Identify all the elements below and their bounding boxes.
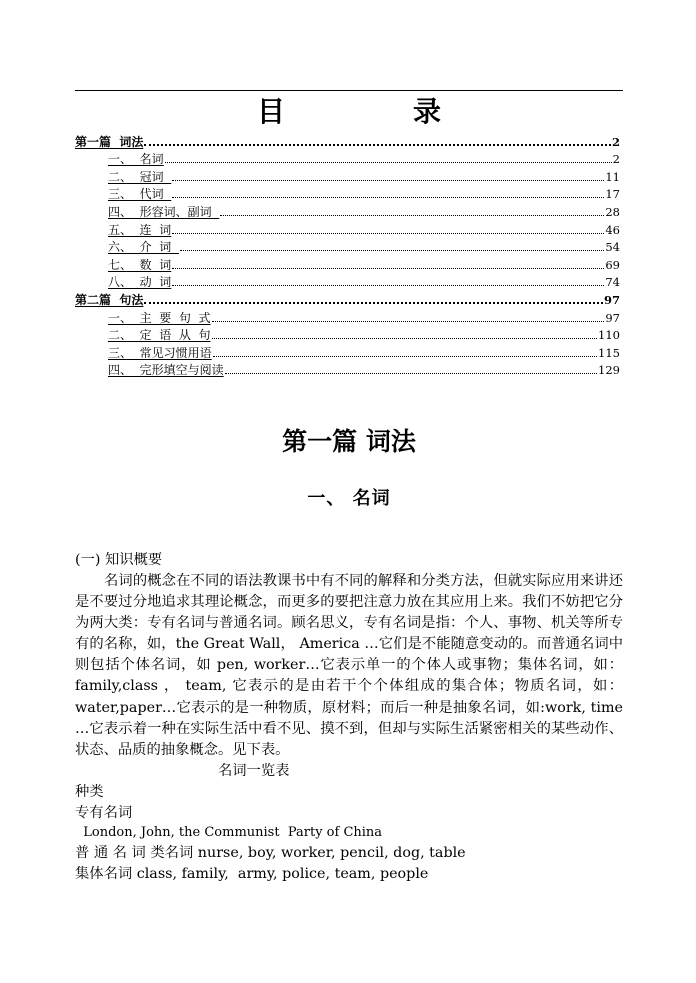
toc-entry[interactable] xyxy=(75,167,620,185)
toc-title: 目 录 xyxy=(256,95,491,128)
toc-entry-page: 54 xyxy=(605,240,620,255)
toc-leader-dots xyxy=(212,321,605,322)
toc-entry-label: 四、 完形填空与阅读 xyxy=(108,363,224,378)
table-line: 集体名词 class, family, army, police, team, people xyxy=(75,866,429,882)
intro-paragraph: 名词的概念在不同的语法教课书中有不同的解释和分类方法，但就实际应用来讲还是不要过分地追求其理论概念，而更多的要把注意力放在其应用上来。我们不妨把它分为两大类：专有名词与普通名词。顾名思义，专有名词是指：个人、事物、机关等所专有的名称，如，the Great Wall， America …它们是不能随意变动的。而普通名词中则包括个体名词，如 pen, worker…它表示单一的个体人或事物；集体名词，如：family,class ， team, 它表示的是由若干个个体组成的集合体；物质名词，如：water,paper…它表示的是一种物质，原材料；而后一种是抽象名词，如:work, time …它表示着一种在实际生活中看不见、摸不到，但却与实际生活紧密相关的某些动作、状态、品质的抽象概念。见下表。 xyxy=(75,573,623,758)
toc-entry-label: 七、 数 词 xyxy=(108,257,172,272)
toc-entry[interactable] xyxy=(75,150,620,168)
table-line: London, John, the Communist Party of China xyxy=(75,825,383,840)
toc-entry[interactable] xyxy=(75,290,620,308)
toc-leader-dots xyxy=(172,268,604,269)
toc-entry-page: 2 xyxy=(612,152,620,167)
toc-entry[interactable] xyxy=(75,220,620,238)
toc-leader-dots xyxy=(213,356,597,357)
toc-entry-page: 97 xyxy=(605,310,620,325)
toc-entry-label: 二、 冠词 xyxy=(108,169,172,184)
toc-entry-page: 115 xyxy=(598,345,620,360)
table-of-contents xyxy=(75,132,620,378)
toc-entry[interactable] xyxy=(75,273,620,291)
toc-leader-dots xyxy=(172,285,604,286)
toc-entry-page: 110 xyxy=(598,328,620,343)
toc-entry-label: 五、 连 词 xyxy=(108,222,172,237)
toc-entry-label: 三、 常见习惯用语 xyxy=(108,345,212,360)
toc-entry[interactable] xyxy=(75,202,620,220)
toc-entry-page: 69 xyxy=(605,257,620,272)
toc-entry-page: 17 xyxy=(605,187,620,202)
toc-entry-page: 28 xyxy=(605,204,620,219)
toc-entry[interactable] xyxy=(75,343,620,361)
header-rule xyxy=(75,90,623,91)
toc-entry[interactable] xyxy=(75,326,620,344)
toc-entry-label: 第二篇 句法 xyxy=(75,292,144,307)
toc-entry[interactable] xyxy=(75,308,620,326)
toc-leader-dots xyxy=(172,233,604,234)
toc-entry-label: 一、 主 要 句 式 xyxy=(108,310,211,325)
toc-entry-label: 六、 介 词 xyxy=(108,240,179,255)
toc-leader-dots xyxy=(165,162,612,163)
table-line: 专有名词 xyxy=(75,805,133,821)
toc-entry-page: 129 xyxy=(598,363,620,378)
toc-entry-label: 四、 形容词、副词 xyxy=(108,204,220,219)
toc-leader-dots xyxy=(172,197,604,198)
toc-entry-label: 一、 名词 xyxy=(108,152,164,167)
toc-entry-page: 46 xyxy=(605,222,620,237)
toc-leader-dots xyxy=(144,144,611,146)
toc-leader-dots xyxy=(180,250,604,251)
toc-entry-page: 74 xyxy=(605,275,620,290)
table-line: 普 通 名 词 类名词 nurse, boy, worker, pencil, dog, table xyxy=(75,845,466,861)
table-line: 种类 xyxy=(75,784,104,800)
part-title: 第一篇 词法 xyxy=(282,427,416,456)
toc-entry-label: 第一篇 词法 xyxy=(75,134,144,149)
section-heading: (一) 知识概要 xyxy=(75,552,163,568)
toc-entry-page: 2 xyxy=(611,134,620,149)
toc-entry[interactable] xyxy=(75,255,620,273)
toc-leader-dots xyxy=(212,338,598,339)
toc-leader-dots xyxy=(144,302,603,304)
toc-entry[interactable] xyxy=(75,238,620,256)
chapter-title: 一、 名词 xyxy=(307,488,391,509)
toc-entry[interactable] xyxy=(75,132,620,150)
toc-entry-page: 11 xyxy=(605,169,620,184)
table-caption: 名词一览表 xyxy=(218,763,290,779)
toc-entry-label: 八、 动 词 xyxy=(108,275,172,290)
toc-leader-dots xyxy=(172,180,604,181)
toc-leader-dots xyxy=(220,215,604,216)
toc-entry[interactable] xyxy=(75,185,620,203)
toc-leader-dots xyxy=(225,373,597,374)
toc-entry[interactable] xyxy=(75,361,620,379)
toc-entry-label: 三、 代词 xyxy=(108,187,172,202)
toc-entry-page: 97 xyxy=(603,292,620,307)
toc-entry-label: 二、 定 语 从 句 xyxy=(108,328,211,343)
